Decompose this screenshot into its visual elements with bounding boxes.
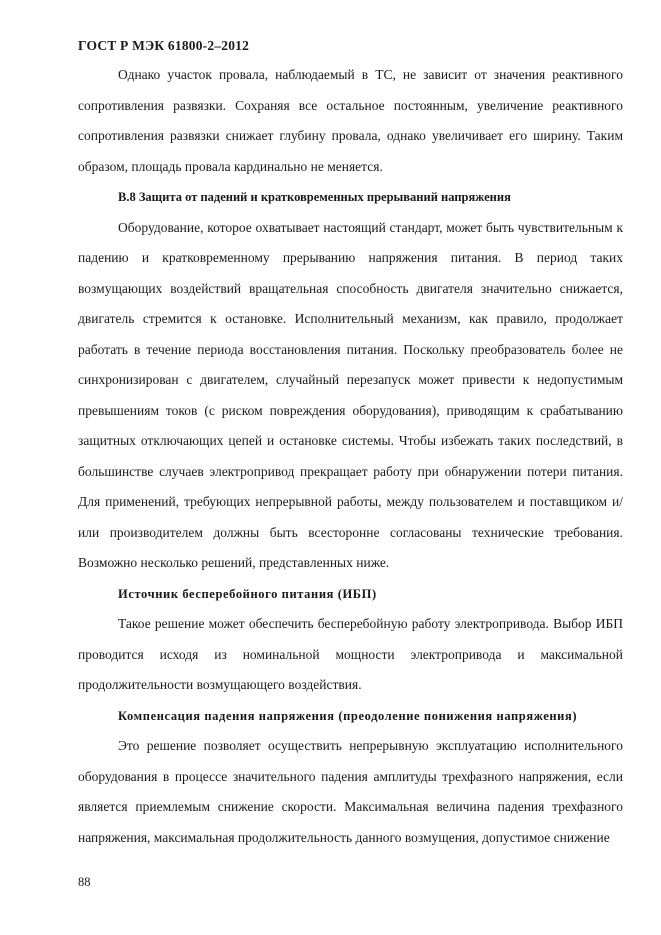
subheading-ups: Источник бесперебойного питания (ИБП) <box>118 586 377 601</box>
paragraph-ups: Такое решение может обеспечить бесперебойную работу электропривода. Выбор ИБП проводится исходя из номинальной мощности электропривода и максимальной продолжительности возмущающего воздействия. <box>78 616 623 692</box>
document-body <box>78 60 623 853</box>
paragraph-equipment-sensitivity: Оборудование, которое охватывает настоящий стандарт, может быть чувствительным к падению и кратковременному прерыванию напряжения питания. В период таких возмущающих воздействий вращательная способность двигателя значительно снижается, двигатель стремится к остановке. Исполнительный механизм, как правило, продолжает работать в течение периода восстановления питания. Поскольку преобразователь более не синхронизирован с двигателем, случайный перезапуск может привести к недопустимым превышениям токов (с риском повреждения оборудования), приводящим к срабатыванию защитных отключающих цепей и остановке системы. Чтобы избежать таких последствий, в большинстве случаев электропривод прекращает работу при обнаружении потери питания. Для применений, требующих непрерывной работы, между пользователем и поставщиком и/или производителем должны быть всесторонне согласованы технические требования. Возможно несколько решений, представленных ниже. <box>78 219 623 570</box>
section-heading-b8: В.8 Защита от падений и кратковременных прерываний напряжения <box>118 190 511 204</box>
paragraph-voltage-dip-compensation: Это решение позволяет осуществить непрерывную эксплуатацию исполнительного оборудования в процессе значительного падения амплитуды трехфазного напряжения, если является приемлемым снижение скорости. Максимальная величина падения трехфазного напряжения, максимальная продолжительность данного возмущения, допустимое снижение <box>78 738 623 845</box>
document-header: ГОСТ Р МЭК 61800-2–2012 <box>78 38 250 53</box>
subheading-voltage-dip-compensation: Компенсация падения напряжения (преодоление понижения напряжения) <box>118 708 578 723</box>
page-number: 88 <box>78 875 91 889</box>
paragraph-notch-area: Однако участок провала, наблюдаемый в ТС, не зависит от значения реактивного сопротивления развязки. Сохраняя все остальное постоянным, увеличение реактивного сопротивления развязки снижает глубину провала, однако увеличивает его ширину. Таким образом, площадь провала кардинально не меняется. <box>78 67 623 174</box>
